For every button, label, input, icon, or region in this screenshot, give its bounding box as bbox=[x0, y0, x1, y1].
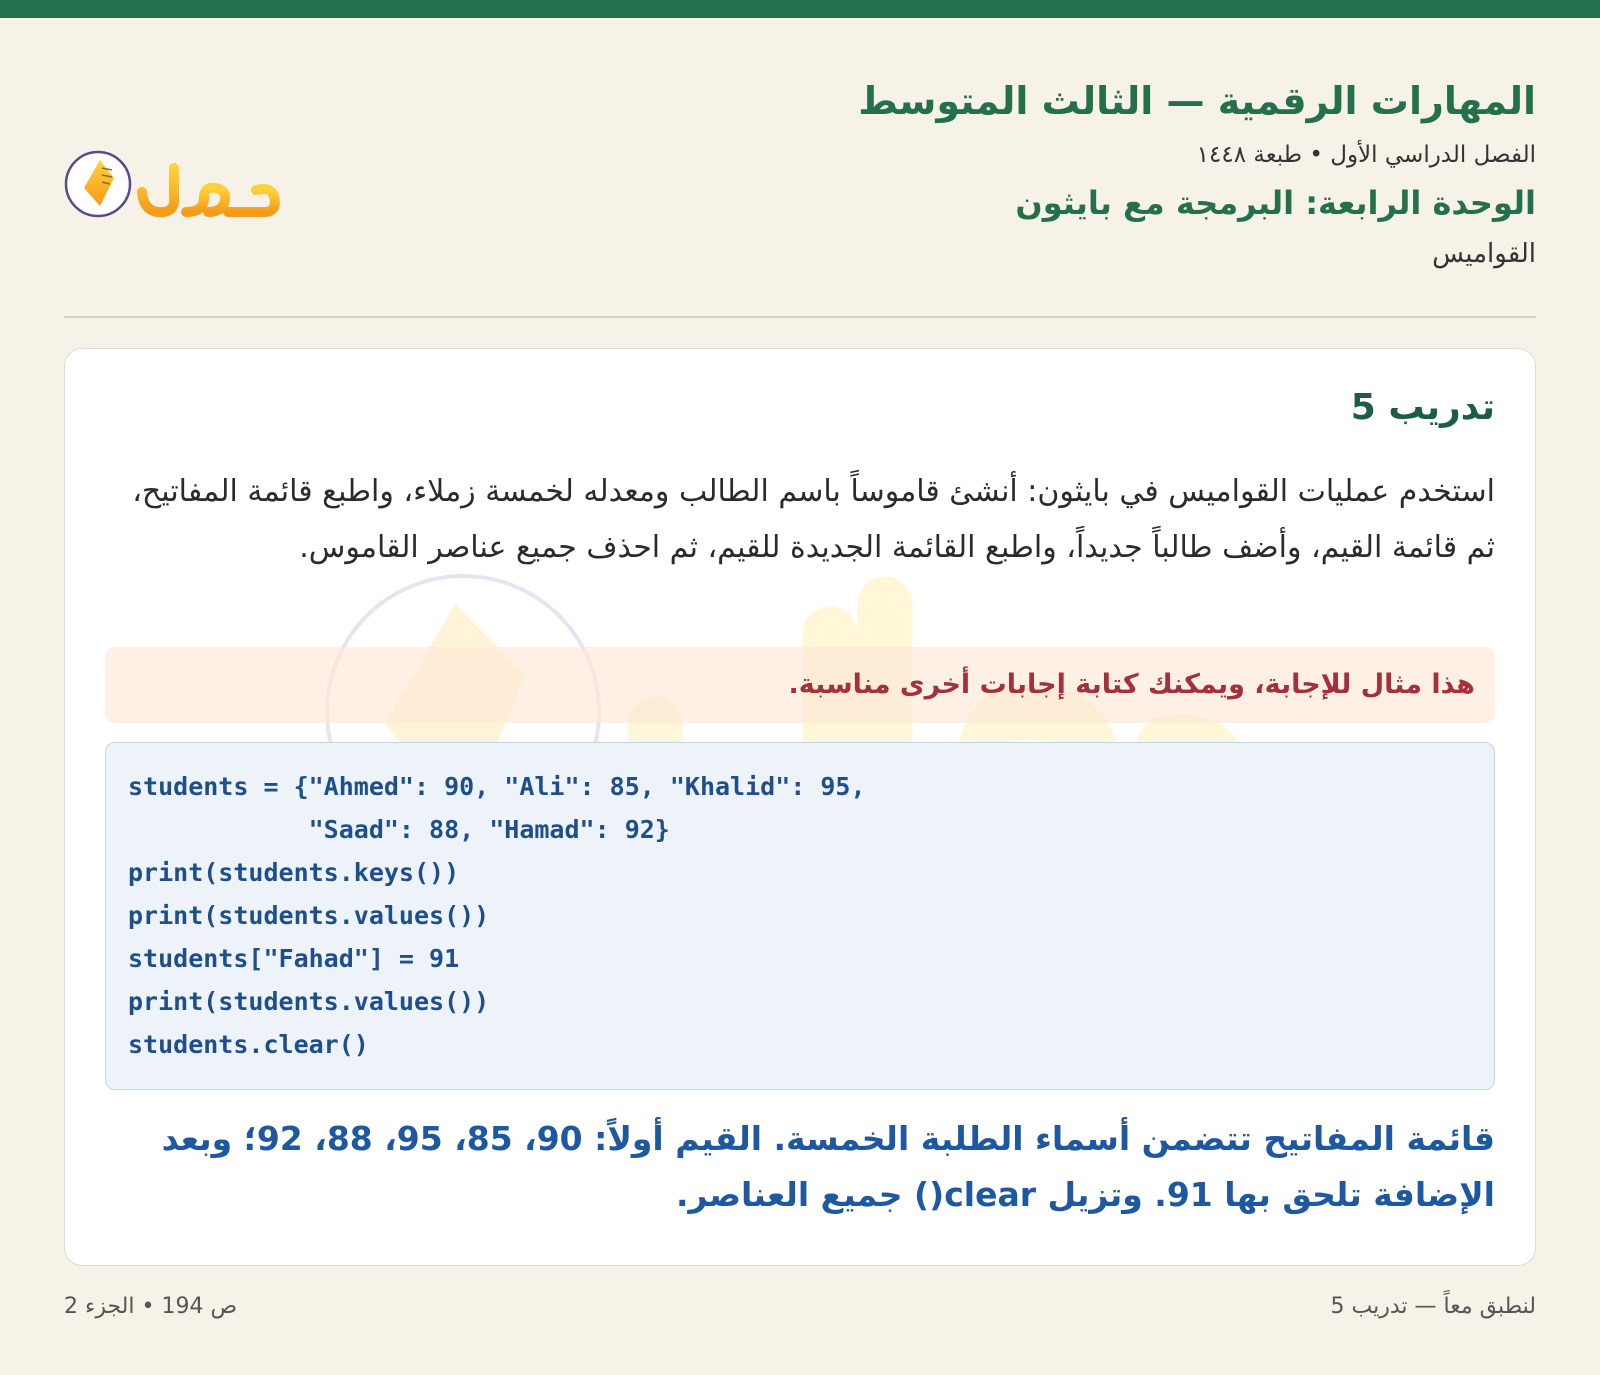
lesson-title: القواميس bbox=[1432, 239, 1536, 269]
unit-title: الوحدة الرابعة: البرمجة مع بايثون bbox=[1015, 184, 1536, 222]
code-line: students = {"Ahmed": 90, "Ali": 85, "Khalid": 95, bbox=[128, 772, 866, 801]
header-divider bbox=[64, 316, 1536, 318]
logo-graphic bbox=[64, 132, 294, 228]
code-line: print(students.values()) bbox=[128, 987, 490, 1016]
code-line: print(students.values()) bbox=[128, 901, 490, 930]
answer-note-box bbox=[105, 647, 1495, 723]
exercise-title: تدريب 5 bbox=[1350, 387, 1495, 428]
book-title: المهارات الرقمية — الثالث المتوسط bbox=[858, 79, 1536, 123]
header-text-block bbox=[858, 70, 1536, 274]
code-block bbox=[105, 742, 1495, 1090]
hulul-logo bbox=[64, 132, 294, 228]
card-content bbox=[105, 349, 1495, 1265]
exercise-card bbox=[64, 348, 1536, 1266]
code-line: "Saad": 88, "Hamad": 92} bbox=[128, 815, 670, 844]
footer-section-label: لنطبق معاً — تدريب 5 bbox=[1330, 1294, 1536, 1319]
code-line: students.clear() bbox=[128, 1030, 369, 1059]
footer-page-number: ص 194 • الجزء 2 bbox=[64, 1294, 238, 1319]
edition-info: الفصل الدراسي الأول • طبعة ١٤٤٨ bbox=[1196, 142, 1536, 168]
answer-explanation: قائمة المفاتيح تتضمن أسماء الطلبة الخمسة. القيم أولاً: 90، 85، 95، 88، 92؛ وبعد الإضافة تلحق بها 91. وتزيل clear() جميع العناصر. bbox=[161, 1119, 1495, 1214]
code-line: print(students.keys()) bbox=[128, 858, 460, 887]
top-accent-bar bbox=[0, 0, 1600, 18]
code-line: students["Fahad"] = 91 bbox=[128, 944, 460, 973]
page-header bbox=[64, 70, 1536, 310]
exercise-question: استخدم عمليات القواميس في بايثون: أنشئ قاموساً باسم الطالب ومعدله لخمسة زملاء، واطبع قائمة المفاتيح، ثم قائمة القيم، وأضف طالباً جديداً، واطبع القائمة الجديدة للقيم، ثم احذف جميع عناصر القاموس. bbox=[132, 474, 1495, 565]
answer-note: هذا مثال للإجابة، ويمكنك كتابة إجابات أخرى مناسبة. bbox=[788, 669, 1475, 700]
